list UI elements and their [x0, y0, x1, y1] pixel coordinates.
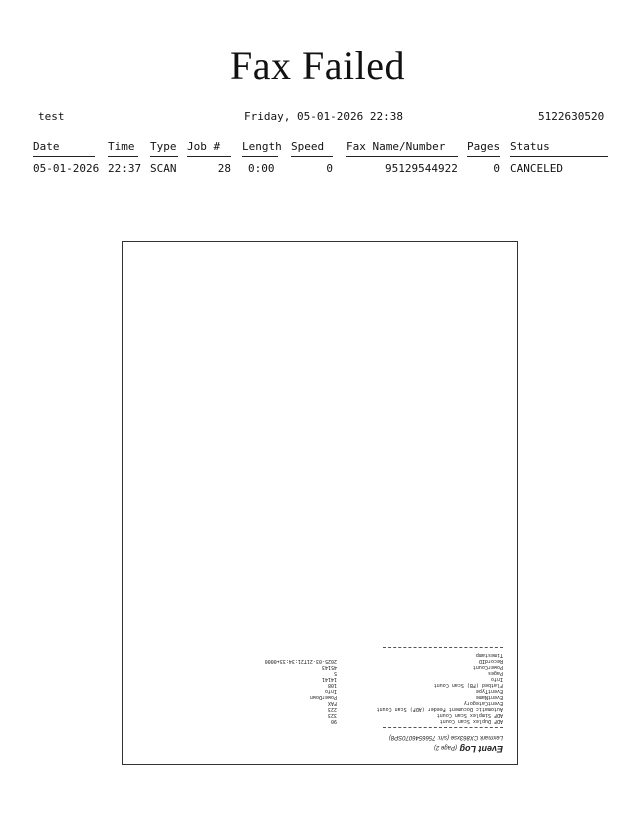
log-line: PowerCount — [472, 664, 503, 670]
header-rule — [346, 156, 458, 157]
event-log-title-text: Event Log — [459, 744, 503, 754]
log-line: Info — [490, 676, 503, 682]
col-header-job: Job # — [187, 140, 221, 153]
col-header-speed: Speed — [291, 140, 325, 153]
sender-name: test — [38, 110, 65, 123]
row-date: 05-01-2026 — [33, 162, 100, 175]
log-line: ADF Duplex Scan Count — [439, 718, 503, 724]
row-type: SCAN — [150, 162, 177, 175]
log-value: 45143 — [321, 664, 337, 670]
fax-page-thumbnail — [122, 241, 518, 765]
col-header-date: Date — [33, 140, 60, 153]
log-value: PowerDown — [309, 694, 337, 700]
row-status: CANCELED — [510, 162, 563, 175]
log-value: 2025-03-21T21:34:33+0000 — [264, 658, 337, 664]
event-log-subtitle: Lexmark CX863xse (s/n: 7566546070SP8) — [388, 734, 503, 740]
log-value: 14141 — [321, 676, 337, 682]
col-header-fax-number: Fax Name/Number — [346, 140, 446, 153]
log-value: 108 — [327, 682, 337, 688]
header-rule — [510, 156, 608, 157]
row-fax-number: 95129544922 — [385, 162, 458, 175]
report-datetime: Friday, 05-01-2026 22:38 — [244, 110, 403, 123]
fax-page-thumbnail-content — [123, 242, 517, 764]
log-line: EventType — [475, 688, 503, 694]
log-line: EventCategory — [463, 700, 503, 706]
log-line: ADF Simplex Scan Count — [436, 712, 503, 718]
log-line: Timestamp — [475, 652, 503, 658]
col-header-type: Type — [150, 140, 177, 153]
log-separator — [383, 647, 503, 648]
log-value: 5 — [333, 670, 337, 676]
log-separator — [383, 727, 503, 728]
row-job-number: 28 — [217, 162, 231, 175]
col-header-status: Status — [510, 140, 550, 153]
log-line: Automatic Document Feeder (ADF) Scan Count — [376, 706, 503, 712]
row-pages: 0 — [493, 162, 500, 175]
log-line: Pages — [487, 670, 503, 676]
header-rule — [108, 156, 138, 157]
log-line: RecordID — [478, 658, 503, 664]
log-value: 323 — [327, 712, 337, 718]
log-line: Flatbed (FB) Scan Count — [433, 682, 503, 688]
log-line: EventName — [475, 694, 503, 700]
header-rule — [187, 156, 231, 157]
header-rule — [33, 156, 95, 157]
col-header-time: Time — [108, 140, 135, 153]
row-length: 0:00 — [248, 162, 275, 175]
event-log-page-label: (Page 2) — [433, 744, 457, 750]
header-rule — [242, 156, 278, 157]
col-header-length: Length — [242, 140, 282, 153]
event-log-title — [434, 744, 503, 754]
log-value: 90 — [330, 718, 337, 724]
header-rule — [150, 156, 178, 157]
header-rule — [291, 156, 333, 157]
log-value: 223 — [327, 706, 337, 712]
header-rule — [467, 156, 500, 157]
row-time: 22:37 — [108, 162, 142, 175]
fax-phone-number: 5122630520 — [538, 110, 605, 123]
log-value: Info — [324, 688, 337, 694]
row-speed: 0 — [326, 162, 333, 175]
col-header-pages: Pages — [467, 140, 501, 153]
log-value: FAX — [327, 700, 337, 706]
page-title: Fax Failed — [230, 43, 405, 88]
